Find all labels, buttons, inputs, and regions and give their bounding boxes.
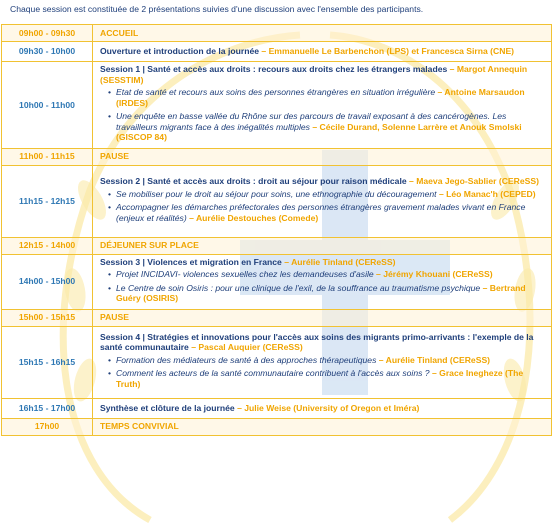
program-row bbox=[2, 25, 552, 42]
talk-speaker: Antoine Marsaudon (IRDES) bbox=[116, 87, 525, 108]
session-line bbox=[100, 240, 545, 251]
time-cell: 09h30 - 10h00 bbox=[2, 42, 93, 62]
talk-title: Accompagner les démarches préfectorales des personnes étrangères gravement malades vivant en France (enjeux et réalités) bbox=[116, 202, 526, 223]
content-cell bbox=[93, 148, 552, 165]
program-row bbox=[2, 254, 552, 309]
talk-speaker: Léo Manac'h (CEPED) bbox=[446, 188, 536, 199]
session-title: PAUSE bbox=[100, 312, 129, 323]
content-cell bbox=[93, 326, 552, 398]
content-cell bbox=[93, 165, 552, 237]
talk-speaker: Cécile Durand, Solenne Larrère et Anouk Smolski (GISCOP 84) bbox=[116, 121, 522, 142]
session-title: Session 1 | Santé et accès aux droits : recours aux droits chez les étrangers malades bbox=[100, 64, 448, 74]
time-cell: 16h15 - 17h00 bbox=[2, 398, 93, 418]
session-line bbox=[100, 28, 545, 39]
content-cell bbox=[93, 62, 552, 149]
content-cell bbox=[93, 25, 552, 42]
separator: – bbox=[480, 282, 490, 293]
session-title: Session 4 | Stratégies et innovations pour l'accès aux soins des migrants primo-arrivants : l'exemple de la santé communautaire bbox=[100, 331, 534, 353]
separator: – bbox=[259, 46, 269, 57]
talk-speaker: Jérémy Khouani (CEReSS) bbox=[383, 269, 493, 279]
intro-text: Chaque session est constituée de 2 présentations suivies d'une discussion avec l'ensemble des participants. bbox=[10, 4, 424, 14]
talk-title: Se mobiliser pour le droit au séjour pour soins, une ethnographie du découragement bbox=[116, 188, 437, 199]
session-speaker: Julie Weise (University of Oregon et Iméra) bbox=[244, 402, 420, 413]
session-speaker: Maeva Jego-Sablier (CEReSS) bbox=[416, 176, 539, 186]
separator: – bbox=[188, 342, 199, 353]
session-speaker: Pascal Auquier (CEReSS) bbox=[198, 342, 303, 353]
session-title: Session 2 | Santé et accès aux droits : droit au séjour pour raison médicale bbox=[100, 176, 407, 186]
content-cell bbox=[93, 42, 552, 62]
session-title: Ouverture et introduction de la journée bbox=[100, 46, 260, 57]
talk-item bbox=[108, 368, 545, 389]
session-line bbox=[100, 46, 545, 57]
session-line bbox=[100, 176, 545, 187]
program-row bbox=[2, 398, 552, 418]
program-row bbox=[2, 42, 552, 62]
talk-item bbox=[108, 355, 545, 366]
time-cell: 14h00 - 15h00 bbox=[2, 254, 93, 309]
session-line bbox=[100, 403, 545, 414]
program-row bbox=[2, 165, 552, 237]
separator: – bbox=[281, 256, 292, 267]
talk-title: Projet INCIDAVI- violences sexuelles chez les demandeuses d'asile bbox=[116, 269, 374, 279]
program-row bbox=[2, 148, 552, 165]
session-title: PAUSE bbox=[100, 151, 129, 162]
time-cell: 11h15 - 12h15 bbox=[2, 165, 93, 237]
separator: – bbox=[376, 354, 386, 365]
separator: – bbox=[429, 368, 440, 379]
separator: – bbox=[186, 212, 196, 223]
separator: – bbox=[436, 188, 447, 199]
talk-list bbox=[100, 355, 545, 390]
talk-title: Le Centre de soin Osiris : pour une clinique de l'exil, de la souffrance au traumatisme psychique bbox=[116, 282, 481, 293]
talk-item bbox=[108, 87, 545, 108]
time-cell: 09h00 - 09h30 bbox=[2, 25, 93, 42]
session-line bbox=[100, 64, 545, 85]
session-line bbox=[100, 257, 545, 268]
program-row bbox=[2, 326, 552, 398]
separator: – bbox=[309, 121, 320, 132]
time-cell: 17h00 bbox=[2, 418, 93, 435]
talk-list bbox=[100, 189, 545, 224]
content-cell bbox=[93, 309, 552, 326]
session-line bbox=[100, 332, 545, 353]
talk-speaker: Aurélie Tinland (CEReSS) bbox=[385, 354, 491, 365]
program-row bbox=[2, 62, 552, 149]
separator: – bbox=[435, 87, 445, 97]
session-speaker: Aurélie Tinland (CEReSS) bbox=[291, 256, 396, 267]
time-cell: 15h00 - 15h15 bbox=[2, 309, 93, 326]
talk-item bbox=[108, 202, 545, 223]
time-cell: 11h00 - 11h15 bbox=[2, 148, 93, 165]
program-row bbox=[2, 418, 552, 435]
session-line bbox=[100, 312, 545, 323]
talk-title: Une enquête en basse vallée du Rhône sur des parcours de travail exposant à des cancérogènes. Les travailleurs migrants face à des inégalités multiples bbox=[116, 111, 507, 132]
program-row bbox=[2, 237, 552, 254]
talk-title: Formation des médiateurs de santé à des approches thérapeutiques bbox=[116, 354, 377, 365]
session-title: TEMPS CONVIVIAL bbox=[100, 421, 179, 432]
session-speaker: Emmanuelle Le Barbenchon (LPS) et Francesca Sirna (CNE) bbox=[268, 46, 515, 57]
session-title: Synthèse et clôture de la journée bbox=[100, 402, 235, 413]
separator: – bbox=[234, 402, 245, 413]
talk-list bbox=[100, 269, 545, 304]
program-row bbox=[2, 309, 552, 326]
talk-title: Comment les acteurs de la santé communautaire contribuent à l'accès aux soins ? bbox=[116, 368, 430, 379]
separator: – bbox=[447, 64, 457, 74]
talk-item bbox=[108, 283, 545, 304]
talk-title: Etat de santé et recours aux soins des personnes étrangères en situation irrégulière bbox=[116, 87, 436, 97]
content-cell bbox=[93, 237, 552, 254]
separator: – bbox=[406, 176, 417, 186]
session-line bbox=[100, 421, 545, 432]
content-cell bbox=[93, 398, 552, 418]
talk-item bbox=[108, 111, 545, 143]
talk-speaker: Aurélie Destouches (Comede) bbox=[195, 212, 319, 223]
session-line bbox=[100, 151, 545, 162]
session-title: DÉJEUNER SUR PLACE bbox=[100, 240, 199, 251]
program-table bbox=[1, 24, 552, 436]
talk-speaker: Grace Inegheze (The Truth) bbox=[116, 368, 524, 389]
separator: – bbox=[373, 269, 384, 279]
time-cell: 10h00 - 11h00 bbox=[2, 62, 93, 149]
talk-list bbox=[100, 87, 545, 143]
content-cell bbox=[93, 254, 552, 309]
talk-item bbox=[108, 269, 545, 280]
session-speaker: Margot Annequin (SESSTIM) bbox=[100, 64, 528, 85]
time-cell: 12h15 - 14h00 bbox=[2, 237, 93, 254]
content-cell bbox=[93, 418, 552, 435]
talk-item bbox=[108, 189, 545, 200]
time-cell: 15h15 - 16h15 bbox=[2, 326, 93, 398]
talk-speaker: Bertrand Guéry (OSIRIS) bbox=[116, 282, 526, 303]
session-title: Session 3 | Violences et migration en France bbox=[100, 256, 282, 267]
session-title: ACCUEIL bbox=[100, 27, 139, 38]
